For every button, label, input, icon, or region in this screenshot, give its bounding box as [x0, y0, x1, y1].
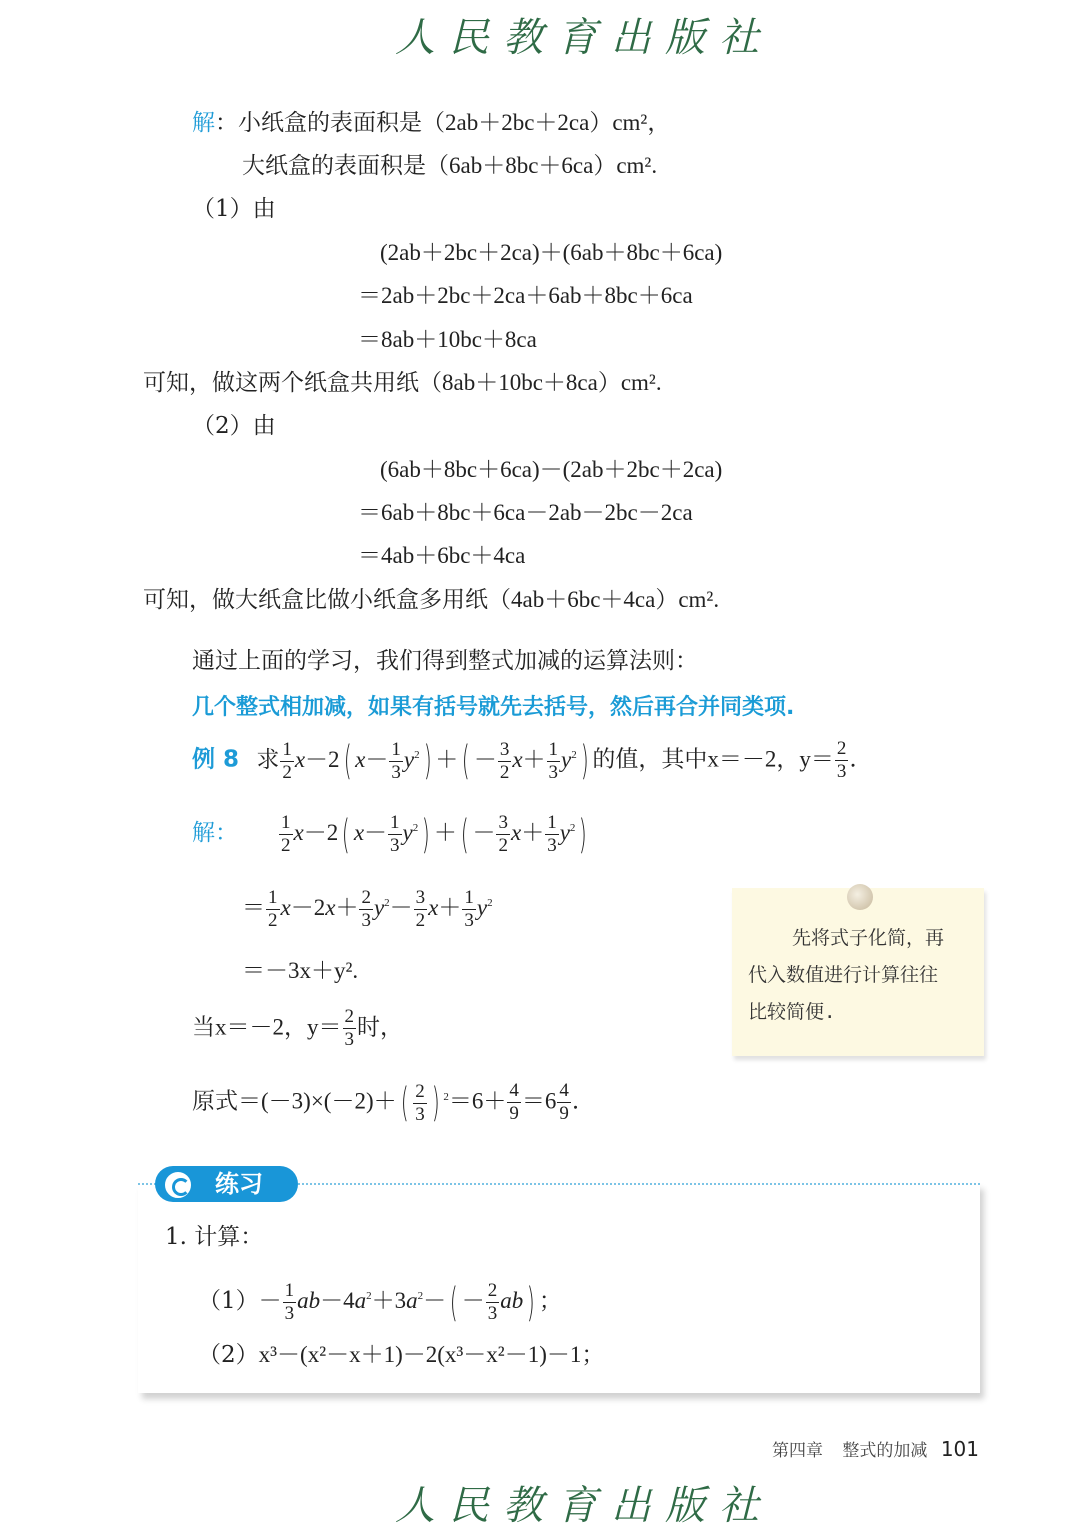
example8-prompt: 例 8 求 $\frac{1}{2}$ x－2( x－ $\frac{1}{3}$ $y^2$) ＋( － $\frac{3}{2}$ x＋ $\frac{1}{3}$ $y^2$) 的值，其中x＝－2，y＝ $\frac{2}{3}$ . [192, 738, 857, 785]
rule-intro: 通过上面的学习，我们得到整式加减的运算法则： [192, 648, 698, 674]
example8-solution-line-1 [192, 812, 591, 857]
page-number: 101 [940, 1437, 979, 1461]
part1-equation-3: ＝8ab＋10bc＋8ca [358, 327, 537, 352]
question-label: （2） [198, 1342, 259, 1368]
final-text: 原式＝(－3)×(－2)＋ [192, 1088, 397, 1114]
example8-solution-line-3: ＝－3x＋y². [242, 958, 359, 983]
part1-label: （1）由 [192, 196, 276, 222]
tip-note-line-1: 先将式子化简，再 [792, 927, 945, 949]
question-expression: x³－(x²－x＋1)－2(x³－x²－1)－1； [258, 1342, 605, 1367]
solution-expr: （2ab＋2bc＋2ca）cm²， [422, 110, 671, 135]
section-label: 整式的加减 [842, 1441, 928, 1461]
solution-label: 解： [192, 819, 238, 846]
practice-icon [163, 1170, 193, 1200]
solution-text: ：小纸盒的表面积是 [215, 110, 422, 136]
conclusion-expr: （4ab＋6bc＋4ca）cm². [488, 587, 720, 612]
chapter-label: 第四章 [772, 1441, 823, 1461]
tip-note-line-2: 代入数值进行计算往往 [748, 964, 939, 986]
example8-when-line: 当x＝－2，y＝ $\frac{2}{3}$ 时， [192, 1006, 403, 1050]
part2-label: （2）由 [192, 413, 276, 439]
y-condition: y＝ [799, 746, 834, 772]
part2-conclusion [143, 585, 719, 615]
example-expression: $\frac{1}{2}$ x－2( x－ $\frac{1}{3}$ $y^2$) ＋( － $\frac{3}{2}$ x＋ $\frac{1}{3}$ $y^2$) [282, 738, 589, 785]
example8-solution-line-2: ＝ $\frac{1}{2}$ x－2x＋ $\frac{2}{3}$ $y^2-$ $\frac{3}{2}$ x＋ $\frac{1}{3}$ $y^2$ [242, 887, 493, 931]
period: . [571, 1088, 580, 1115]
when-text: 时， [357, 1014, 403, 1041]
part2-equation-2: ＝6ab＋8bc＋6ca－2ab－2bc－2ca [358, 500, 693, 525]
final-text: ＝6 [521, 1088, 557, 1114]
y-value: y＝ [307, 1014, 342, 1040]
publisher-watermark-top: 人民教育出版社 [395, 15, 773, 61]
prompt-text: 求 [256, 746, 280, 773]
practice-q1-2 [198, 1340, 604, 1370]
pushpin-icon [847, 884, 873, 910]
solution-line-1 [192, 108, 670, 138]
example8-final-line: 原式＝(－3)×(－2)＋( $\frac{2}{3}$ ) $^2$＝6＋ $\frac{4}{9}$ ＝6 $\frac{4}{9}$ . [192, 1080, 580, 1127]
question-expression: － $\frac{1}{3}$ $ab-4a^2+3a^2-$( － $\frac{2}{3}$ ab) ； [258, 1279, 562, 1326]
tip-note-line-3: 比较简便. [748, 1001, 836, 1023]
solution-line-2 [242, 151, 657, 181]
x-condition: x＝－2， [707, 746, 800, 772]
solution-text: 大纸盒的表面积是 [242, 153, 426, 179]
final-text: ＝6＋ [448, 1088, 507, 1114]
publisher-watermark-bottom: 人民教育出版社 [395, 1483, 773, 1529]
when-text: 当 [192, 1014, 215, 1041]
period: . [849, 746, 857, 773]
question-label: （1） [198, 1287, 259, 1314]
x-value: x＝－2， [215, 1014, 307, 1040]
prompt-text: 的值，其中 [592, 746, 708, 773]
solution-label: 解 [192, 110, 215, 136]
example-label: 例 8 [192, 746, 240, 773]
solution-expr: （6ab＋8bc＋6ca）cm². [426, 153, 658, 178]
part1-conclusion [143, 368, 662, 398]
footer-chapter [772, 1436, 979, 1461]
practice-q1-1 [198, 1280, 562, 1325]
rule-statement: 几个整式相加减，如果有括号就先去括号，然后再合并同类项. [192, 695, 795, 720]
conclusion-expr: （8ab＋10bc＋8ca）cm². [419, 370, 662, 395]
solution-expression: $\frac{1}{2}$ x－2( x－ $\frac{1}{3}$ $y^2$) ＋( － $\frac{3}{2}$ x＋ $\frac{1}{3}$ $y^2$) [281, 811, 588, 858]
conclusion-text: 可知，做大纸盒比做小纸盒多用纸 [143, 587, 488, 613]
practice-q1: 1. 计算： [165, 1224, 264, 1250]
practice-tab-label: 练习 [215, 1170, 263, 1198]
part1-equation-1: (2ab＋2bc＋2ca)＋(6ab＋8bc＋6ca) [380, 240, 723, 265]
part2-equation-3: ＝4ab＋6bc＋4ca [358, 543, 526, 568]
part2-equation-1: (6ab＋8bc＋6ca)－(2ab＋2bc＋2ca) [380, 457, 723, 482]
part1-equation-2: ＝2ab＋2bc＋2ca＋6ab＋8bc＋6ca [358, 283, 693, 308]
conclusion-text: 可知，做这两个纸盒共用纸 [143, 370, 419, 396]
